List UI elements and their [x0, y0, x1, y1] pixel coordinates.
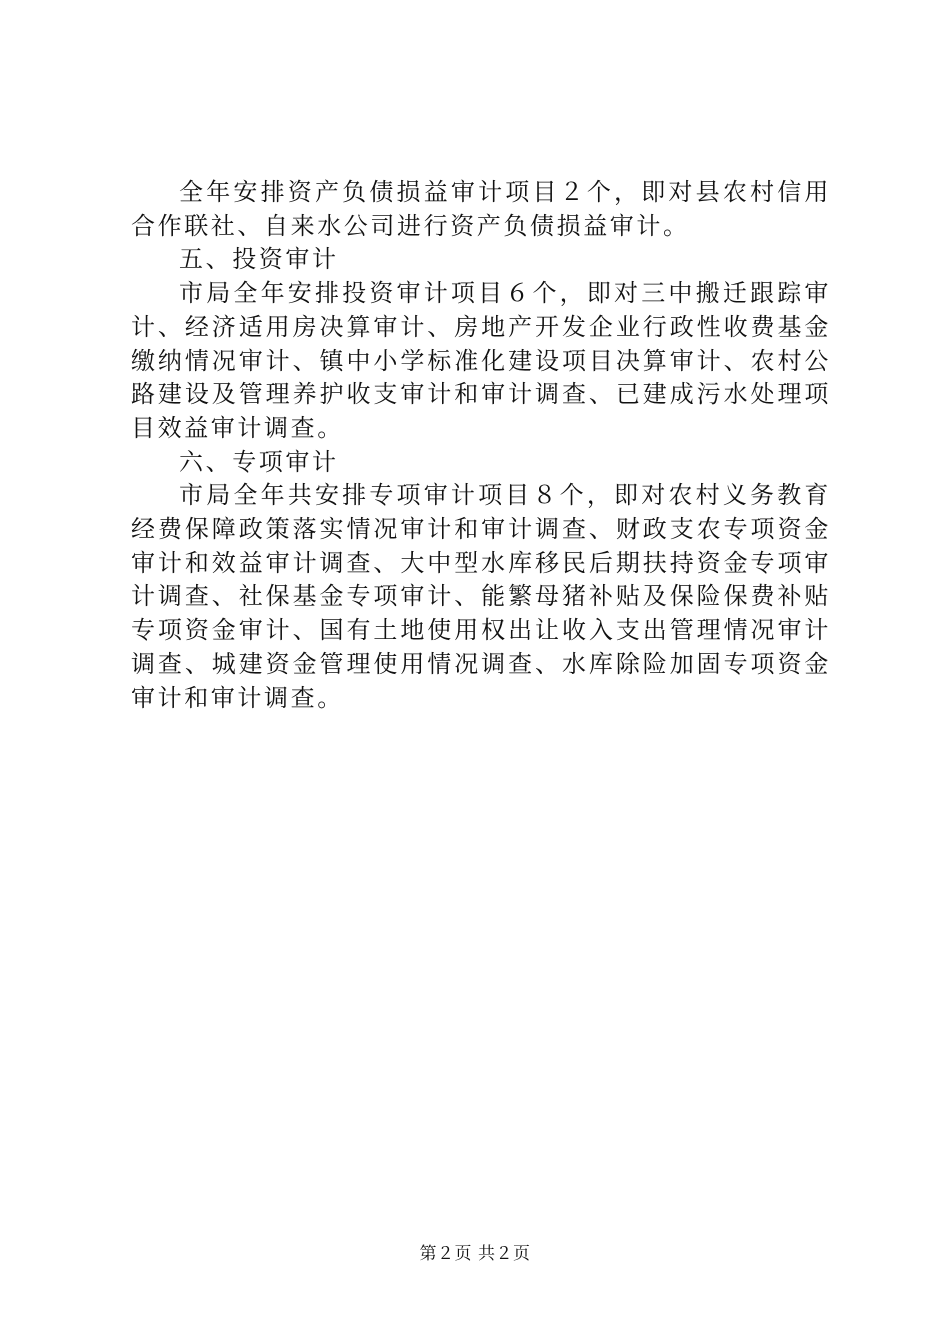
page-number-footer: 第２页 共２页: [419, 1244, 531, 1264]
document-body: [131, 176, 831, 715]
paragraph-asset-liability-audit: 全年安排资产负债损益审计项目２个，即对县农村信用合作联社、自来水公司进行资产负债损益审计。: [131, 178, 831, 240]
section-heading-investment-audit: 五、投资审计: [179, 245, 339, 274]
paragraph-investment-audit: 市局全年安排投资审计项目６个，即对三中搬迁跟踪审计、经济适用房决算审计、房地产开发企业行政性收费基金缴纳情况审计、镇中小学标准化建设项目决算审计、农村公路建设及管理养护收支审计和审计调查、已建成污水处理项目效益审计调查。: [131, 279, 831, 442]
section-heading-special-audit: 六、专项审计: [179, 447, 339, 476]
paragraph-special-audit: 市局全年共安排专项审计项目８个，即对农村义务教育经费保障政策落实情况审计和审计调查、财政支农专项资金审计和效益审计调查、大中型水库移民后期扶持资金专项审计调查、社保基金专项审计、能繁母猪补贴及保险保费补贴专项资金审计、国有土地使用权出让收入支出管理情况审计调查、城建资金管理使用情况调查、水库除险加固专项资金审计和审计调查。: [131, 481, 831, 712]
